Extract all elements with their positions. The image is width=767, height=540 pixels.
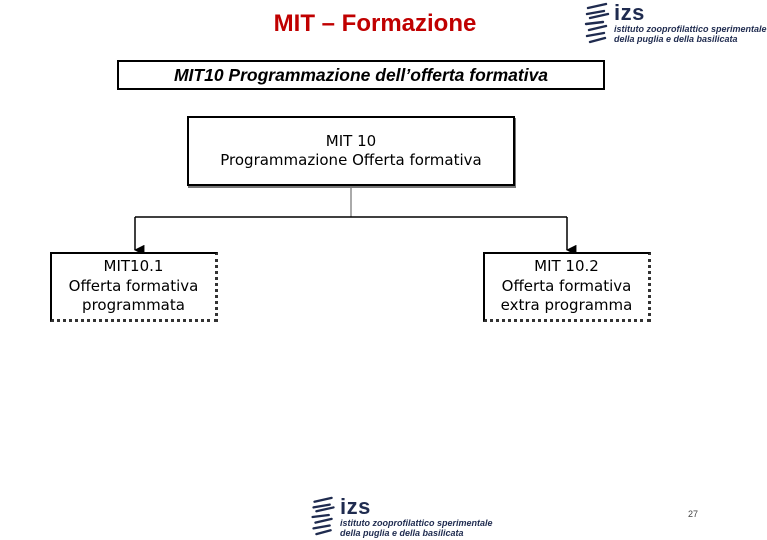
root-node-line-2: Programmazione Offerta formativa xyxy=(220,151,482,169)
root-node-line-1: MIT 10 xyxy=(325,131,377,150)
child-node-mit10-2 xyxy=(483,252,651,322)
logo-brand: izs xyxy=(340,494,371,519)
child-node-line-2: Offerta formativa xyxy=(501,276,632,295)
child-node-line-3: programmata xyxy=(82,296,185,315)
root-node xyxy=(187,116,515,186)
child-node-line-1: MIT10.1 xyxy=(103,257,164,276)
child-node-line-2: Offerta formativa xyxy=(68,276,199,295)
logo-line-2: della puglia e della basilicata xyxy=(614,34,738,45)
slide-title: MIT – Formazione xyxy=(273,10,477,37)
page-number: 27 xyxy=(687,509,698,519)
child-node-mit10-1 xyxy=(50,252,218,322)
logo-line-1: istituto zooprofilattico sperimentale xyxy=(340,518,493,528)
izs-logo-footer xyxy=(310,496,493,539)
logo-line-2: della puglia e della basilicata xyxy=(340,528,464,539)
child-node-line-3: extra programma xyxy=(500,296,633,315)
logo-line-1: istituto zooprofilattico sperimentale xyxy=(614,24,767,34)
subtitle-text: MIT10 Programmazione dell’offerta formativa xyxy=(173,64,549,85)
child-node-line-1: MIT 10.2 xyxy=(534,257,599,276)
logo-brand: izs xyxy=(614,0,645,25)
izs-emblem-icon xyxy=(310,496,338,536)
